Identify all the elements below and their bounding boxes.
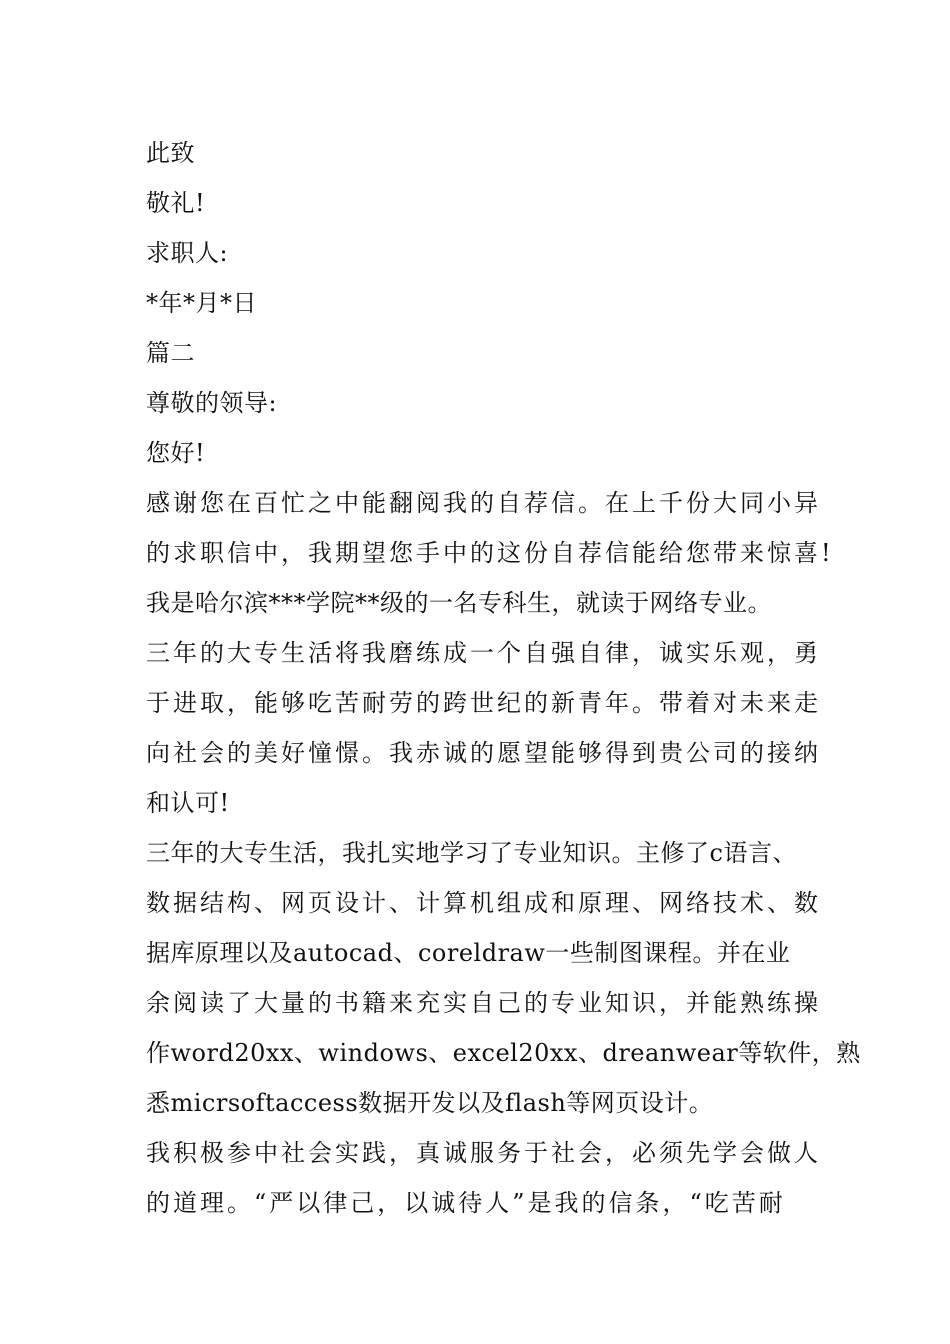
closing-line: 此致 xyxy=(146,139,195,167)
applicant-line: 求职人: xyxy=(146,239,229,267)
paragraph-line: 作word20xx、windows、excel20xx、dreanwear等软件，熟 xyxy=(146,1039,861,1067)
paragraph-line: 三年的大专生活将我磨练成一个自强自律，诚实乐观，勇 xyxy=(146,639,821,667)
paragraph-line: 我积极参中社会实践，真诚服务于社会，必须先学会做人 xyxy=(146,1139,821,1167)
paragraph-line: 悉micrsoftaccess数据开发以及flash等网页设计。 xyxy=(146,1089,714,1117)
date-line: *年*月*日 xyxy=(146,289,257,317)
paragraph-line: 于进取，能够吃苦耐劳的跨世纪的新青年。带着对未来走 xyxy=(146,689,821,717)
greeting-line: 尊敬的领导: xyxy=(146,389,278,417)
paragraph-line: 和认可! xyxy=(146,789,230,817)
paragraph-line: 三年的大专生活，我扎实地学习了专业知识。主修了c语言、 xyxy=(146,839,797,867)
greeting-line: 您好! xyxy=(146,439,206,467)
paragraph-line: 感谢您在百忙之中能翻阅我的自荐信。在上千份大同小异 xyxy=(146,489,821,517)
letter-body xyxy=(146,128,861,1228)
paragraph-line: 我是哈尔滨***学院**级的一名专科生，就读于网络专业。 xyxy=(146,589,772,617)
paragraph-line: 向社会的美好憧憬。我赤诚的愿望能够得到贵公司的接纳 xyxy=(146,739,821,767)
salutation-line: 敬礼! xyxy=(146,189,206,217)
paragraph-line: 余阅读了大量的书籍来充实自己的专业知识，并能熟练操 xyxy=(146,989,821,1017)
paragraph-line: 据库原理以及autocad、coreldraw一些制图课程。并在业 xyxy=(146,939,791,967)
paragraph-line: 的求职信中，我期望您手中的这份自荐信能给您带来惊喜! xyxy=(146,539,834,567)
section-heading: 篇二 xyxy=(146,339,195,367)
paragraph-line: 的道理。“严以律己，以诚待人”是我的信条，“吃苦耐 xyxy=(146,1189,786,1217)
paragraph-line: 数据结构、网页设计、计算机组成和原理、网络技术、数 xyxy=(146,889,821,917)
